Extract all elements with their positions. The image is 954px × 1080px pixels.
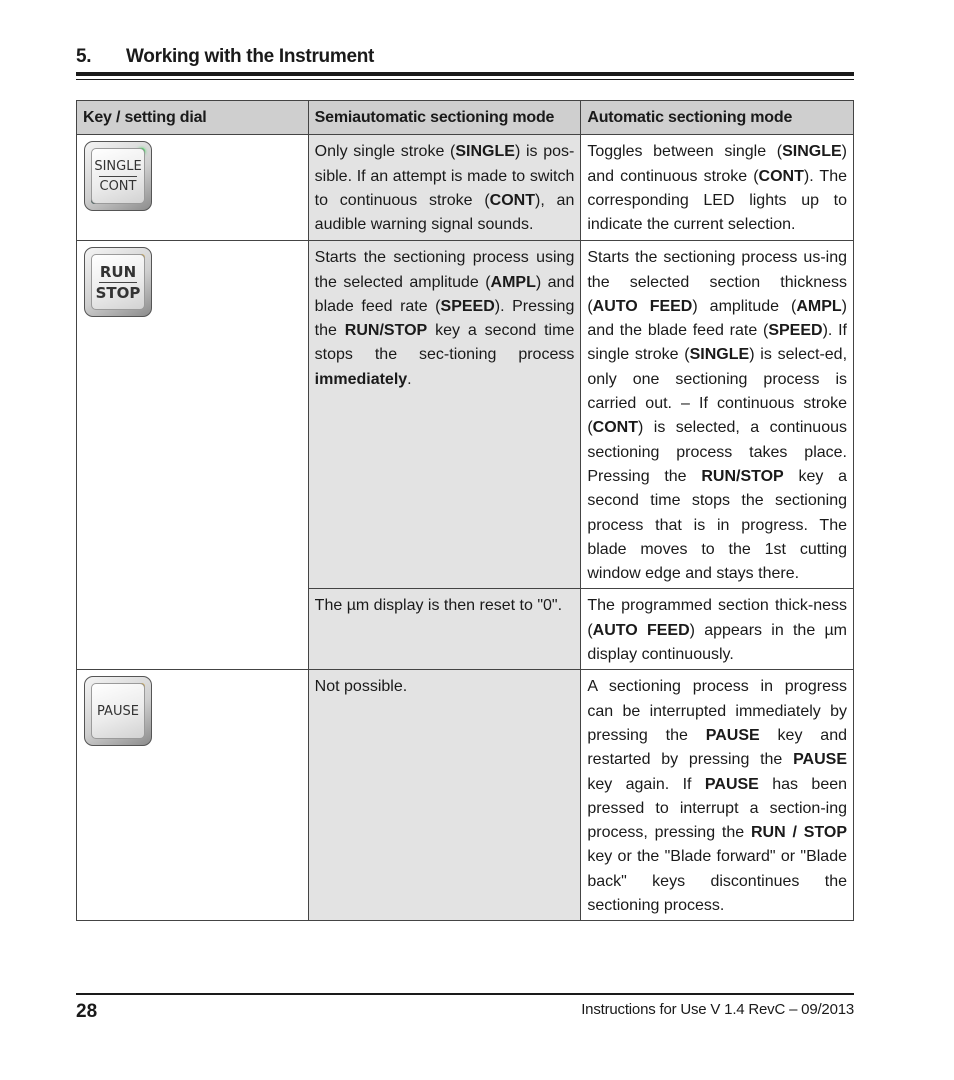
table-row-pause — [77, 670, 854, 921]
bold-term: RUN / STOP — [750, 824, 847, 842]
text-run: The programmed section thick-ness ( — [587, 597, 847, 639]
bold-term: CONT — [489, 191, 535, 209]
bold-term: PAUSE — [704, 775, 759, 793]
pause-key-label: PAUSE — [97, 703, 139, 719]
text-run: Only single stroke ( — [314, 143, 456, 161]
bold-term: AUTO FEED — [592, 297, 693, 315]
text-run: A sectioning process in progress can be interrupted immediately by pressing the — [587, 678, 847, 744]
auto-cell-pause — [581, 670, 854, 921]
key-cell-pause — [77, 670, 309, 921]
text-run: ) and continuous stroke ( — [587, 143, 847, 185]
single-cont-key-icon — [84, 141, 152, 211]
cont-key-label: CONT — [99, 178, 137, 194]
single-key-label: SINGLE — [94, 158, 142, 174]
text-run: key a second time stops the sec-tioning process — [314, 322, 575, 364]
bold-term: PAUSE — [793, 751, 847, 769]
section-number: 5. — [76, 46, 92, 67]
header-key-setting-dial: Key / setting dial — [77, 101, 309, 135]
text-run: Starts the sectioning process us-ing the selected section thickness ( — [587, 249, 847, 315]
run-stop-key-face — [91, 254, 145, 310]
key-cell-single-cont — [77, 135, 309, 241]
table-row-run-stop — [77, 241, 854, 589]
pause-key-icon — [84, 676, 152, 746]
text-run: key again. If — [587, 775, 705, 793]
header-semiautomatic-mode: Semiautomatic sectioning mode — [308, 101, 581, 135]
auto-cell-single-cont — [581, 135, 854, 241]
semi-cell-single-cont — [308, 135, 581, 241]
table-row-single-cont — [77, 135, 854, 241]
text-run: ) appears in the µm display continuously. — [587, 621, 848, 664]
key-label-divider — [99, 176, 137, 177]
text-run: ) is pos-sible. If an attempt is made to switch to continuous stroke ( — [314, 143, 575, 209]
footer-rule — [76, 993, 854, 995]
bold-term: SINGLE — [782, 143, 842, 161]
bold-term: PAUSE — [705, 726, 760, 744]
bold-term: RUN/STOP — [344, 322, 428, 340]
text-run: key a second time stops the sectioning process that is in progress. The blade moves to the 1st cutting window edge and stays there. — [587, 467, 847, 583]
bold-term: RUN/STOP — [701, 467, 784, 485]
bold-term: CONT — [592, 419, 638, 437]
bold-term: AUTO FEED — [592, 621, 690, 639]
single-cont-key-face — [91, 148, 145, 204]
text-run: ) is selected, a continuous sectioning process takes place. Pressing the — [587, 419, 847, 485]
table-header-row — [77, 101, 854, 135]
run-stop-key-icon — [84, 247, 152, 317]
auto-cell-run-stop — [581, 241, 854, 589]
text-run: Not possible. — [314, 678, 408, 696]
bold-term: SINGLE — [455, 143, 515, 161]
header-rule-thick — [76, 72, 854, 76]
key-label-divider — [99, 282, 137, 283]
key-function-table — [76, 100, 854, 921]
text-run: Starts the sectioning process using the selected amplitude ( — [314, 249, 575, 291]
text-run: has been pressed to interrupt a section-ing process, pressing the — [587, 775, 848, 842]
semi-cell-pause — [308, 670, 581, 921]
text-run: ) is select-ed, only one sectioning process is carried out. – If continuous stroke ( — [587, 346, 848, 437]
page-number: 28 — [76, 1001, 98, 1022]
text-run: ) and the blade feed rate ( — [587, 297, 847, 340]
text-run: key and restarted by pressing the — [587, 726, 847, 769]
text-run: . — [407, 370, 412, 388]
pause-key-face — [91, 683, 145, 739]
bold-term: SINGLE — [689, 346, 750, 364]
semi-cell-run-stop — [308, 241, 581, 589]
text-run: ), an audible warning signal sounds. — [314, 191, 575, 234]
section-title: Working with the Instrument — [126, 46, 375, 67]
text-run: ) and blade feed rate ( — [314, 273, 575, 315]
text-run: key or the "Blade forward" or "Blade back" keys discontinues the sectioning process. — [587, 848, 847, 915]
section-header — [76, 46, 854, 68]
text-run: ). If single stroke ( — [587, 322, 847, 364]
stop-key-label: STOP — [95, 283, 141, 302]
auto-cell-display-continuous — [581, 589, 854, 670]
header-rule-thin — [76, 79, 854, 80]
text-run: The µm display is then reset to "0". — [314, 597, 563, 615]
bold-term: AMPL — [490, 273, 536, 291]
text-run: ) amplitude ( — [692, 297, 797, 315]
header-automatic-mode: Automatic sectioning mode — [581, 101, 854, 135]
text-run: ). Pressing the — [314, 297, 575, 340]
bold-term: immediately — [314, 370, 408, 388]
bold-term: SPEED — [440, 297, 495, 315]
key-cell-run-stop — [77, 241, 309, 670]
bold-term: CONT — [758, 167, 804, 185]
footer-document-info: Instructions for Use V 1.4 RevC – 09/2013 — [581, 1001, 854, 1018]
text-run: ). The corresponding LED lights up to indicate the current selection. — [587, 167, 847, 234]
text-run: Toggles between single ( — [587, 143, 783, 161]
bold-term: SPEED — [768, 322, 823, 340]
run-key-label: RUN — [99, 262, 137, 281]
semi-cell-display-reset — [308, 589, 581, 670]
bold-term: AMPL — [796, 297, 842, 315]
